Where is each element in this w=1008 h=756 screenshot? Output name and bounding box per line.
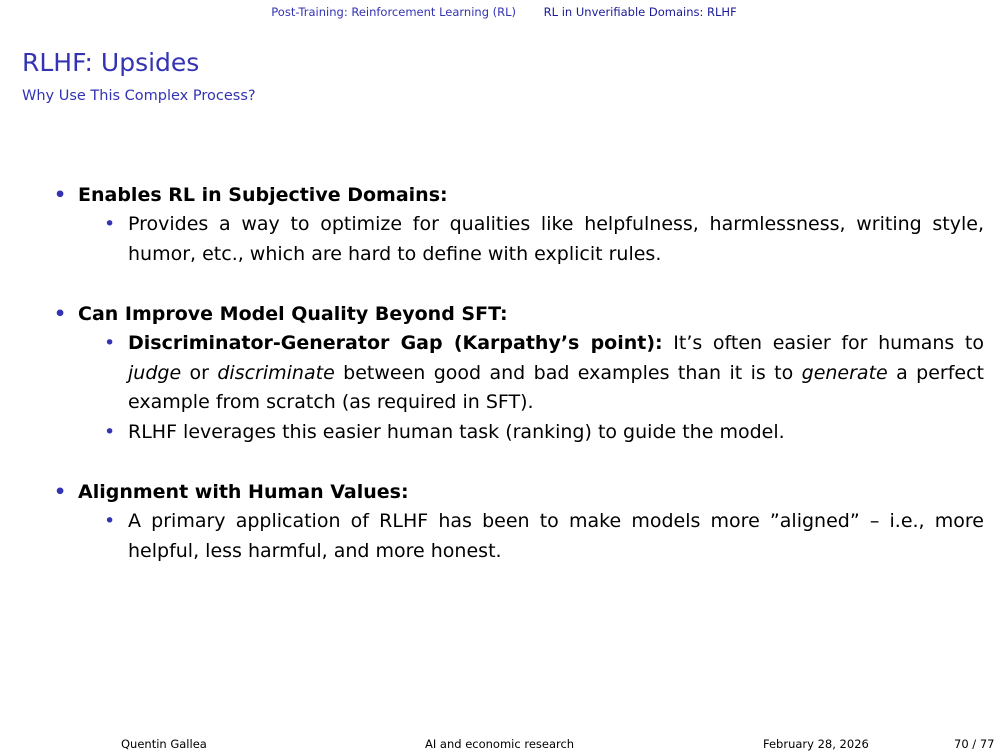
footer-author: Quentin Gallea bbox=[121, 737, 207, 751]
footer-talk-title: AI and economic research bbox=[425, 737, 575, 751]
bullet-dot-icon: • bbox=[54, 184, 67, 206]
bullet-heading: • Can Improve Model Quality Beyond SFT: bbox=[52, 299, 984, 329]
slide-subtitle: Why Use This Complex Process? bbox=[22, 88, 256, 104]
bullet-dot-icon: • bbox=[54, 303, 67, 325]
sub-bullet: • RLHF leverages this easier human task (ranking) to guide the model. bbox=[52, 418, 984, 448]
bullet-dot-icon: • bbox=[104, 420, 116, 443]
sub-bullet: • Provides a way to optimize for qualities like helpfulness, harmlessness, writing style, humor, etc., which are hard to define with explicit rules. bbox=[52, 210, 984, 269]
footer-date: February 28, 2026 bbox=[763, 737, 869, 751]
bullet-heading: • Alignment with Human Values: bbox=[52, 477, 984, 507]
sub-bullet: • Discriminator-Generator Gap (Karpathy’s point): It’s often easier for humans to judge or discriminate between good and bad examples than it is to generate a perfect example from scratch (as required in SFT). bbox=[52, 329, 984, 418]
bullet-item-model-quality bbox=[52, 299, 984, 447]
sub-bullet: • A primary application of RLHF has been to make models more ”aligned” – i.e., more helpful, less harmful, and more honest. bbox=[52, 507, 984, 566]
nav-subsection[interactable]: RL in Unverifiable Domains: RLHF bbox=[543, 5, 737, 19]
header-navigation bbox=[0, 5, 1008, 19]
slide-title: RLHF: Upsides bbox=[22, 48, 200, 77]
bullet-dot-icon: • bbox=[104, 510, 116, 532]
slide-content bbox=[52, 180, 984, 596]
bullet-dot-icon: • bbox=[54, 481, 67, 503]
nav-section[interactable]: Post-Training: Reinforcement Learning (RL) bbox=[271, 5, 517, 19]
bullet-heading: • Enables RL in Subjective Domains: bbox=[52, 180, 984, 210]
page-number: 70 / 77 bbox=[954, 737, 995, 751]
bullet-dot-icon: • bbox=[104, 332, 116, 354]
bullet-item-subjective-domains bbox=[52, 180, 984, 269]
bullet-item-alignment bbox=[52, 477, 984, 566]
bullet-dot-icon: • bbox=[104, 213, 116, 235]
